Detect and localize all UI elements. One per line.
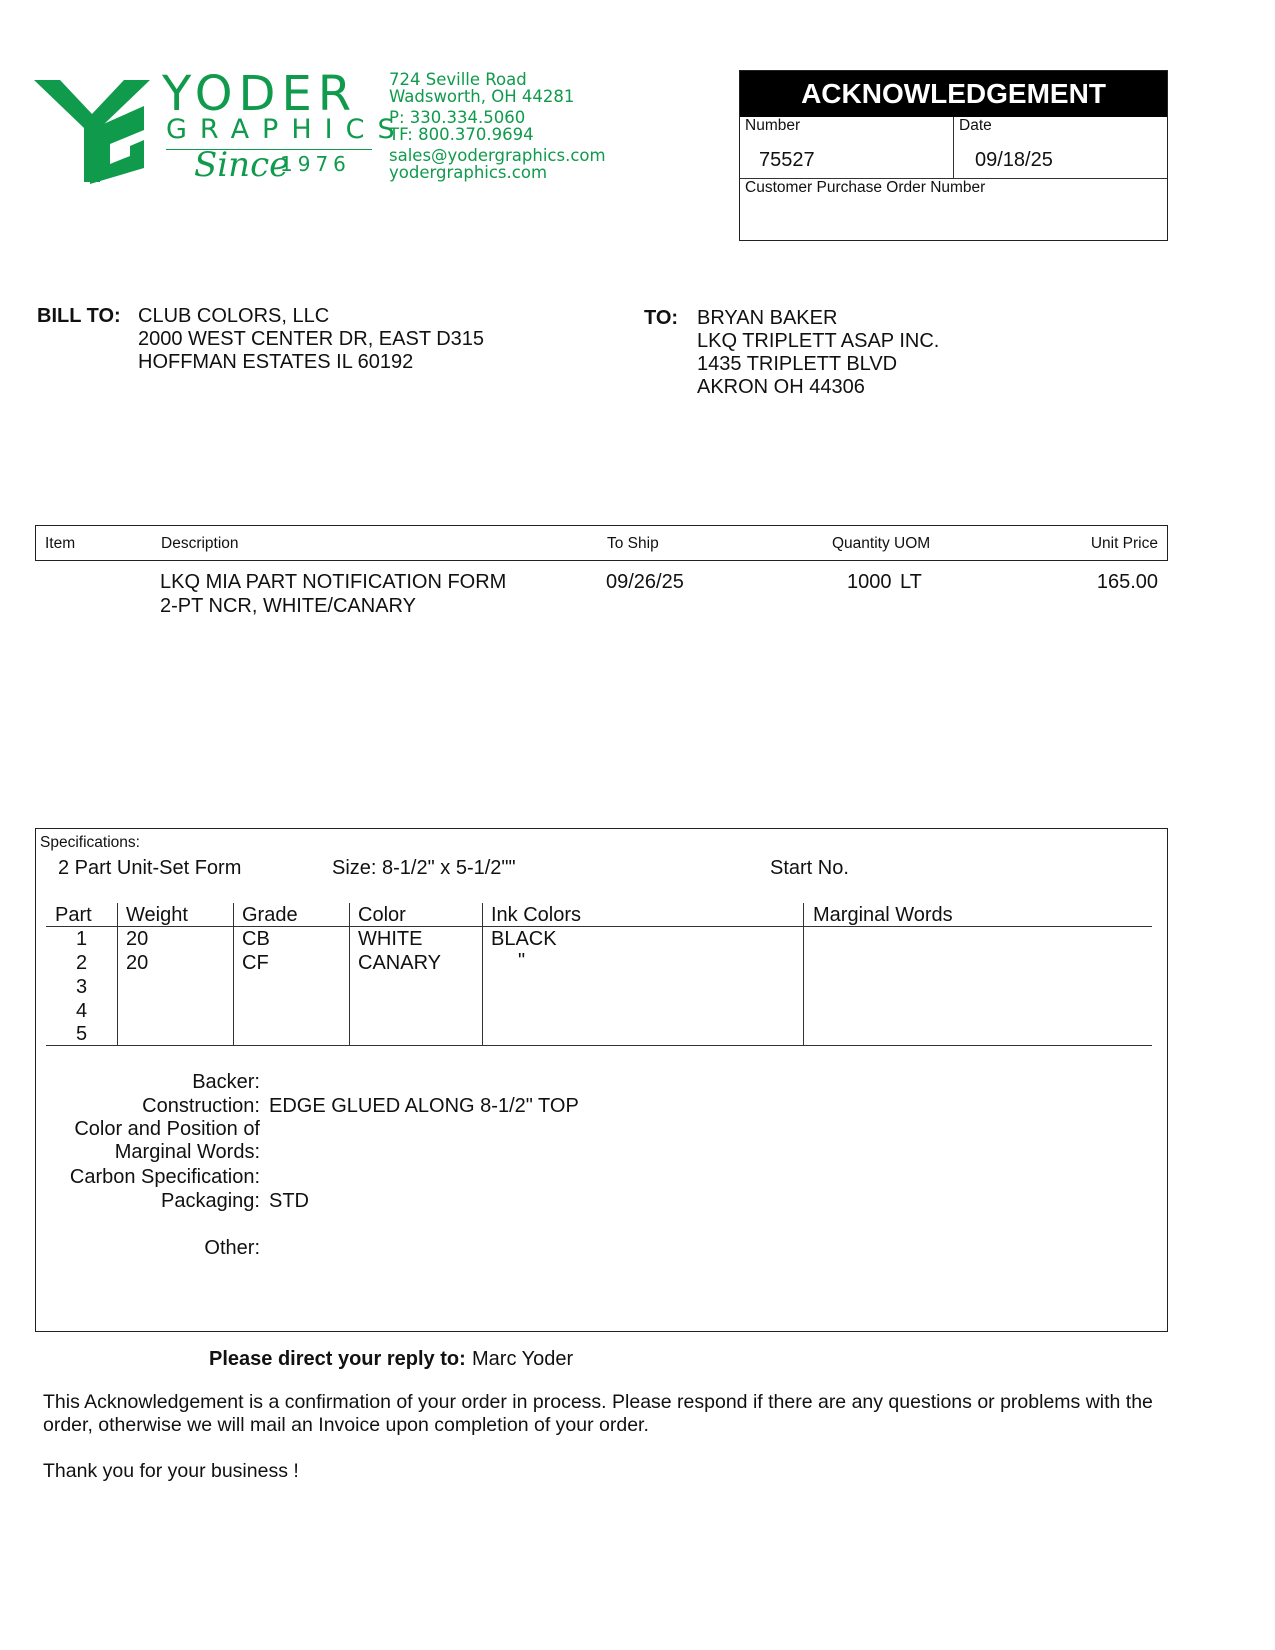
- spec-part: 3: [76, 976, 88, 998]
- construction-label: Construction:: [142, 1095, 260, 1117]
- color-position-label-2: Marginal Words:: [114, 1141, 260, 1163]
- ack-divider-2: [953, 117, 954, 178]
- spec-grade: CF: [242, 952, 269, 974]
- spec-ink: ": [518, 950, 526, 972]
- item-quantity: 1000: [847, 571, 892, 593]
- ship-to-line: 1435 TRIPLETT BLVD: [697, 353, 898, 375]
- spec-header-rule: [46, 926, 1152, 927]
- item-to-ship: 09/26/25: [606, 571, 684, 593]
- size-text: Size: 8-1/2" x 5-1/2"": [332, 857, 516, 879]
- col-header-item: Item: [45, 535, 76, 552]
- acknowledgement-box: [739, 70, 1168, 241]
- item-unit-price: 165.00: [1096, 571, 1158, 593]
- toll-free: TF: 800.370.9694: [389, 125, 534, 144]
- reply-label: Please direct your reply to:: [209, 1348, 466, 1370]
- spec-col-divider: [349, 903, 350, 1045]
- spec-ink: BLACK: [491, 928, 557, 950]
- spec-header-grade: Grade: [242, 904, 298, 926]
- company-name: YODER: [162, 66, 358, 122]
- ship-to-label: TO:: [644, 307, 679, 329]
- spec-weight: 20: [126, 928, 149, 950]
- spec-color: WHITE: [358, 928, 423, 950]
- specifications-label: Specifications:: [40, 834, 140, 851]
- item-uom: LT: [900, 571, 922, 593]
- col-header-description: Description: [161, 535, 239, 552]
- spec-part: 2: [76, 952, 88, 974]
- item-description-line-2: 2-PT NCR, WHITE/CANARY: [160, 595, 416, 617]
- confirmation-message-line-2: order, otherwise we will mail an Invoice upon completion of your order.: [43, 1414, 649, 1436]
- spec-header-marginal-words: Marginal Words: [813, 904, 953, 926]
- email-link[interactable]: sales@yodergraphics.com: [389, 146, 606, 165]
- thank-you-message: Thank you for your business !: [43, 1460, 299, 1482]
- spec-part: 1: [76, 928, 88, 950]
- confirmation-message-line-1: This Acknowledgement is a confirmation of your order in process. Please respond if there are any questions or problems with the: [43, 1391, 1153, 1413]
- since-year: 1976: [280, 152, 351, 176]
- bill-to-line: CLUB COLORS, LLC: [138, 305, 330, 327]
- spec-col-divider: [803, 903, 804, 1045]
- spec-part: 4: [76, 1000, 88, 1022]
- yg-monogram-icon: [34, 72, 152, 184]
- bill-to-line: 2000 WEST CENTER DR, EAST D315: [138, 328, 485, 350]
- po-label: Customer Purchase Order Number: [745, 179, 986, 196]
- ship-to-line: BRYAN BAKER: [697, 307, 838, 329]
- spec-col-divider: [117, 903, 118, 1045]
- spec-weight: 20: [126, 952, 149, 974]
- spec-col-divider: [233, 903, 234, 1045]
- construction-value: EDGE GLUED ALONG 8-1/2" TOP: [269, 1095, 579, 1117]
- packaging-label: Packaging:: [161, 1190, 260, 1212]
- spec-color: CANARY: [358, 952, 441, 974]
- spec-grade: CB: [242, 928, 270, 950]
- start-no-label: Start No.: [770, 857, 849, 879]
- spec-header-color: Color: [358, 904, 406, 926]
- number-label: Number: [745, 117, 801, 134]
- item-description-line-1: LKQ MIA PART NOTIFICATION FORM: [160, 571, 507, 593]
- col-header-to-ship: To Ship: [607, 535, 659, 552]
- spec-col-divider: [482, 903, 483, 1045]
- specifications-box: [35, 828, 1168, 1332]
- col-header-quantity-uom: Quantity UOM: [832, 535, 931, 552]
- bill-to-label: BILL TO:: [37, 305, 121, 327]
- parts-text: 2 Part Unit-Set Form: [58, 857, 242, 879]
- color-position-label-1: Color and Position of: [74, 1118, 260, 1140]
- order-date: 09/18/25: [975, 149, 1053, 171]
- spec-header-part: Part: [55, 904, 92, 926]
- spec-header-weight: Weight: [126, 904, 188, 926]
- company-sub: GRAPHICS: [166, 114, 408, 145]
- spec-header-ink-colors: Ink Colors: [491, 904, 582, 926]
- backer-label: Backer:: [192, 1071, 260, 1093]
- reply-name: Marc Yoder: [472, 1348, 574, 1370]
- items-table-header: [35, 525, 1168, 561]
- order-number: 75527: [759, 149, 815, 171]
- phone: P: 330.334.5060: [389, 108, 526, 127]
- bill-to-line: HOFFMAN ESTATES IL 60192: [138, 351, 414, 373]
- ship-to-line: LKQ TRIPLETT ASAP INC.: [697, 330, 940, 352]
- ship-to-line: AKRON OH 44306: [697, 376, 865, 398]
- spec-bottom-rule: [46, 1045, 1152, 1046]
- other-label: Other:: [204, 1237, 260, 1259]
- website-link[interactable]: yodergraphics.com: [389, 163, 548, 182]
- col-header-unit-price: Unit Price: [1090, 535, 1158, 552]
- packaging-value: STD: [269, 1190, 309, 1212]
- spec-part: 5: [76, 1023, 88, 1045]
- address-line-2: Wadsworth, OH 44281: [389, 87, 575, 106]
- carbon-spec-label: Carbon Specification:: [69, 1166, 260, 1188]
- since-script: Since: [194, 145, 290, 185]
- address-line-1: 724 Seville Road: [389, 70, 527, 89]
- date-label: Date: [959, 117, 992, 134]
- acknowledgement-title: ACKNOWLEDGEMENT: [740, 71, 1167, 117]
